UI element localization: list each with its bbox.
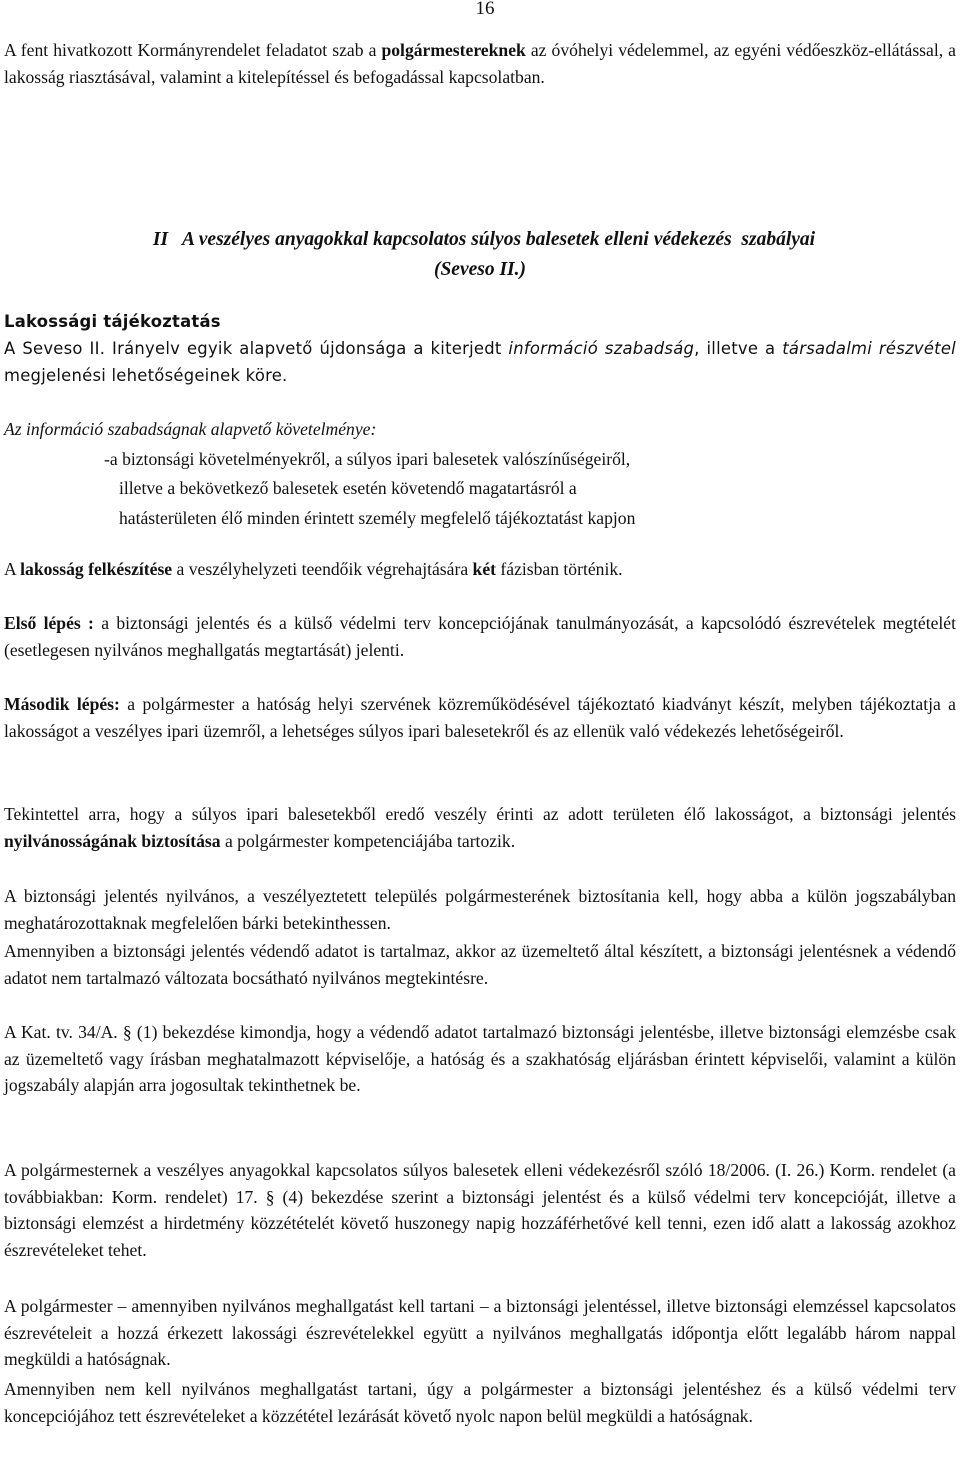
requirement-line-1: -a biztonsági követelményekről, a súlyos ipari balesetek valószínűségeiről, xyxy=(104,448,631,469)
first-step-label: Első lépés : xyxy=(4,613,102,633)
section-heading xyxy=(4,227,956,283)
seveso-text-3: megjelenési lehetőségeinek köre. xyxy=(4,365,288,385)
first-step-paragraph xyxy=(4,610,956,663)
second-step-text: a polgármester a hatóság helyi szervének közreműködésével tájékoztató kiadványt készít, melyben tájékoztatja a lakosságot a veszélyes ipari üzemről, a lehetséges súlyos ipari balesetekről és az ellenük való védekezés lehetőségeiről. xyxy=(4,694,956,741)
public-report-paragraph: A biztonsági jelentés nyilvános, a veszélyeztetett település polgármesterének biztosítania kell, hogy abba a külön jogszabályban meghatározottaknak megfelelően bárki betekinthessen. xyxy=(4,886,956,933)
publicity-text-2: a polgármester kompetenciájába tartozik. xyxy=(220,830,516,851)
public-hearing-paragraph: A polgármester – amennyiben nyilvános meghallgatást kell tartani – a biztonsági jelentéssel, illetve biztonsági elemzéssel kapcsolatos észrevételeit a hozzá érkezett lakossági észrevételekkel együtt a nyilvános meghallgatás időpontja előtt legalább három nappal megküldi a hatóságnak. xyxy=(4,1296,956,1370)
requirement-title: Az információ szabadságnak alapvető követelménye: xyxy=(4,419,377,439)
intro-paragraph xyxy=(4,37,956,90)
preparation-text-2: a veszélyhelyzeti teendőik végrehajtására xyxy=(172,559,473,579)
seveso-paragraph xyxy=(4,336,956,389)
preparation-text-3: fázisban történik. xyxy=(496,559,623,579)
section-heading-line-2: (Seveso II.) xyxy=(433,258,527,280)
requirement-line-3: hatásterületen élő minden érintett személy megfelelő tájékoztatást kapjon xyxy=(119,507,636,528)
decree-paragraph: A polgármesternek a veszélyes anyagokkal kapcsolatos súlyos balesetek elleni védekezésről szóló 18/2006. (I. 26.) Korm. rendelet (a továbbiakban: Korm. rendelet) 17. § (4) bekezdése szerint a biztonsági jelentést és a külső védelmi terv koncepcióját, illetve a biztonsági elemzést a hirdetmény közzétételét követő huszonegy napig hozzáférhetővé kell tenni, ezen idő alatt a lakosság azokhoz észrevételeket tehet. xyxy=(4,1160,956,1260)
page-number: 16 xyxy=(475,0,495,19)
seveso-text-1: A Seveso II. Irányelv egyik alapvető újdonsága a kiterjedt xyxy=(4,339,509,358)
first-step-text: a biztonsági jelentés és a külső védelmi terv koncepciójának tanulmányozását, a kapcsolódó észrevételek megtételét (esetlegesen nyilvános meghallgatás megtartását) jelenti. xyxy=(4,613,956,660)
subheading-public-information: Lakossági tájékoztatás xyxy=(4,312,221,331)
seveso-italic-social-participation: társadalmi részvétel xyxy=(782,339,956,358)
intro-text-2: az óvóhelyi védelemmel, az egyéni védőeszköz-ellátással, a lakosság riasztásával, valamint a kitelepítéssel és befogadással kapcsolatban. xyxy=(4,40,956,87)
publicity-bold: nyilvánosságának biztosítása xyxy=(4,830,221,851)
preparation-bold-1: lakosság felkészítése xyxy=(20,559,173,579)
section-heading-line-1: II A veszélyes anyagokkal kapcsolatos súlyos balesetek elleni védekezés szabályai xyxy=(152,229,816,250)
preparation-text-1: A xyxy=(4,559,21,579)
preparation-paragraph xyxy=(4,556,956,583)
preparation-bold-two: két xyxy=(472,559,496,579)
requirement-line-2: illetve a bekövetkező balesetek esetén követendő magatartásról a xyxy=(119,478,577,499)
requirement-block xyxy=(4,416,956,531)
seveso-italic-information-freedom: információ szabadság xyxy=(508,339,695,358)
law-reference-paragraph: A Kat. tv. 34/A. § (1) bekezdése kimondja, hogy a védendő adatot tartalmazó biztonsági jelentésbe, illetve biztonsági elemzésbe csak az üzemeltető vagy írásban meghatalmazott képviselője, a hatóság és a szakhatóság eljárásban érintett képviselői, valamint a külön jogszabály alapján arra jogosultak tekinthetnek be. xyxy=(4,1022,956,1096)
publicity-text-1: Tekintettel arra, hogy a súlyos ipari balesetekből eredő veszély érinti az adott területen élő lakosságot, a biztonsági jelentés xyxy=(4,804,956,824)
intro-bold-mayors: polgármestereknek xyxy=(381,40,526,60)
publicity-paragraph xyxy=(4,801,956,854)
no-hearing-paragraph: Amennyiben nem kell nyilvános meghallgatást tartani, úgy a polgármester a biztonsági jelentéshez és a külső védelmi terv koncepciójához tett észrevételeket a közzététel lezárását követő nyolc napon belül megküldi a hatóságnak. xyxy=(4,1379,956,1426)
second-step-paragraph xyxy=(4,691,956,744)
intro-text-1: A fent hivatkozott Kormányrendelet feladatot szab a xyxy=(4,40,382,60)
seveso-text-2: , illetve a xyxy=(694,339,783,358)
protected-data-paragraph: Amennyiben a biztonsági jelentés védendő adatot is tartalmaz, akkor az üzemeltető által készített, a biztonsági jelentésnek a védendő adatot nem tartalmazó változata bocsátható nyilvános megtekintésre. xyxy=(4,941,956,988)
second-step-label: Második lépés: xyxy=(4,694,120,714)
